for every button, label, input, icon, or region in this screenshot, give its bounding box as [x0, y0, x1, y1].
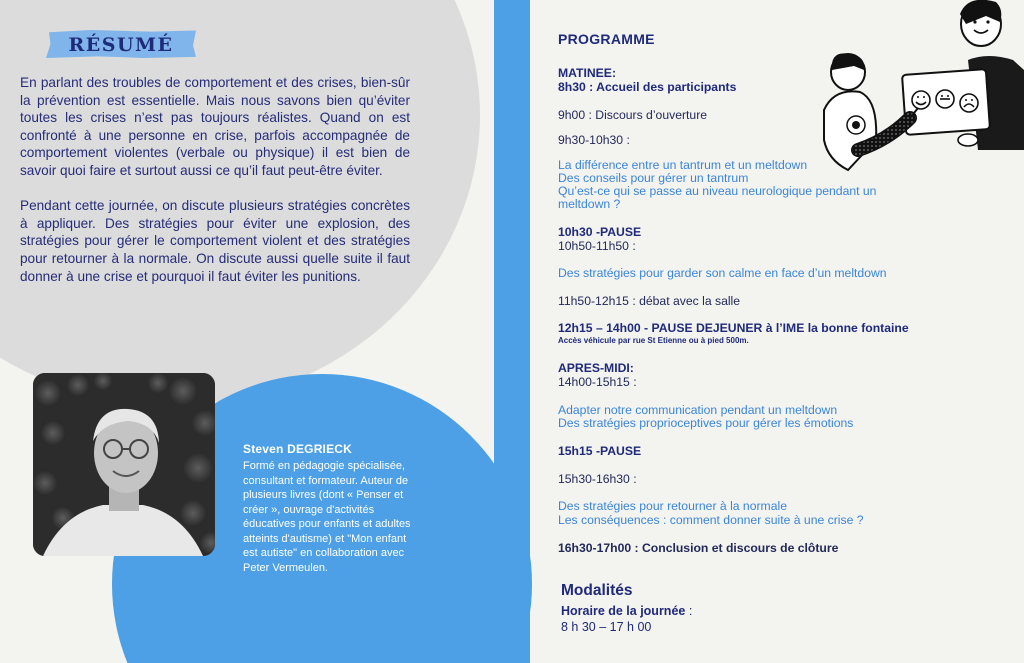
resume-paragraph-2: Pendant cette journée, on discute plusieurs stratégies concrètes à appliquer. Des stratégies pour éviter une explosion, des stratégies pour gérer le comportement violent et des stratégies pour retourner à la normale. On discute aussi quelle suite il faut donner à une crise et pourquoi il faut éviter les punitions. — [20, 198, 410, 284]
speaker-bio: Formé en pédagogie spécialisée, consultant et formateur. Auteur de plusieurs livres (dont « Penser et créer », ouvrage d'activités éducatives pour enfants et adultes atteints d'autisme) et "Mon enfant est autiste" en collaboration avec Peter Vermeulen. — [243, 460, 411, 574]
resume-summary — [20, 74, 410, 303]
slot-4-time: 15h30-16h30 : — [558, 472, 637, 486]
modalites-title: Modalités — [561, 582, 633, 599]
slot-1-time: 9h30-10h30 : — [558, 133, 630, 147]
slot-4-item: Des stratégies pour retourner à la normale — [558, 499, 787, 513]
pause-2: 15h15 -PAUSE — [558, 444, 642, 458]
slot-2-time: 10h50-11h50 : — [558, 239, 636, 253]
resume-title: RÉSUMÉ — [68, 34, 174, 56]
smiley-faces-illustration-icon — [818, 0, 1024, 182]
acces-note: Accès véhicule par rue St Etienne ou à pied 500m. — [558, 336, 749, 345]
slot-2-item: Des stratégies pour garder son calme en face d’un meltdown — [558, 266, 887, 280]
resume-paragraph-1: En parlant des troubles de comportement et des crises, bien-sûr la prévention est essentielle. Mais nous savons bien qu’éviter toutes les crises n’est pas toujours réalistes. Quand on est confronté à une personne en crise, parfois accompagnée de comportement violentes (verbale ou physique) il est bien de savoir quoi faire et surtout aussi ce qu’il faut peut-être éviter. — [20, 75, 410, 178]
debat-item: 11h50-12h15 : débat avec la salle — [558, 294, 741, 308]
slot-3-time: 14h00-15h15 : — [558, 375, 637, 389]
slot-3-item: Des stratégies proprioceptives pour gérer les émotions — [558, 416, 854, 430]
slot-1-item: La différence entre un tantrum et un meltdown — [558, 158, 808, 172]
slot-1-item: meltdown ? — [558, 197, 621, 211]
slot-1-item: Qu’est-ce qui se passe au niveau neurologique pendant un — [558, 184, 877, 198]
dejeuner-item: 12h15 – 14h00 - PAUSE DEJEUNER à l’IME la bonne fontaine — [558, 321, 909, 335]
speaker-name: Steven DEGRIECK — [243, 442, 353, 456]
discours-item: 9h00 : Discours d’ouverture — [558, 108, 708, 122]
horaire-label: Horaire de la journée — [561, 604, 686, 618]
slot-4-item: Les conséquences : comment donner suite à une crise ? — [558, 513, 864, 527]
speaker-photo-image — [33, 373, 215, 556]
slot-3-item: Adapter notre communication pendant un meltdown — [558, 403, 838, 417]
horaire-line — [561, 602, 692, 620]
horaire-value: 8 h 30 – 17 h 00 — [561, 620, 652, 634]
conclusion-item: 16h30-17h00 : Conclusion et discours de clôture — [558, 541, 839, 555]
speaker-photo — [33, 373, 215, 556]
slot-1-item: Des conseils pour gérer un tantrum — [558, 171, 749, 185]
apres-midi-label: APRES-MIDI: — [558, 361, 634, 375]
matinee-label: MATINEE: — [558, 66, 616, 80]
divider-strip — [494, 0, 530, 663]
programme-title: PROGRAMME — [558, 31, 655, 47]
accueil-item: 8h30 : Accueil des participants — [558, 80, 737, 94]
pause-1: 10h30 -PAUSE — [558, 225, 642, 239]
horaire-colon: : — [685, 604, 693, 618]
